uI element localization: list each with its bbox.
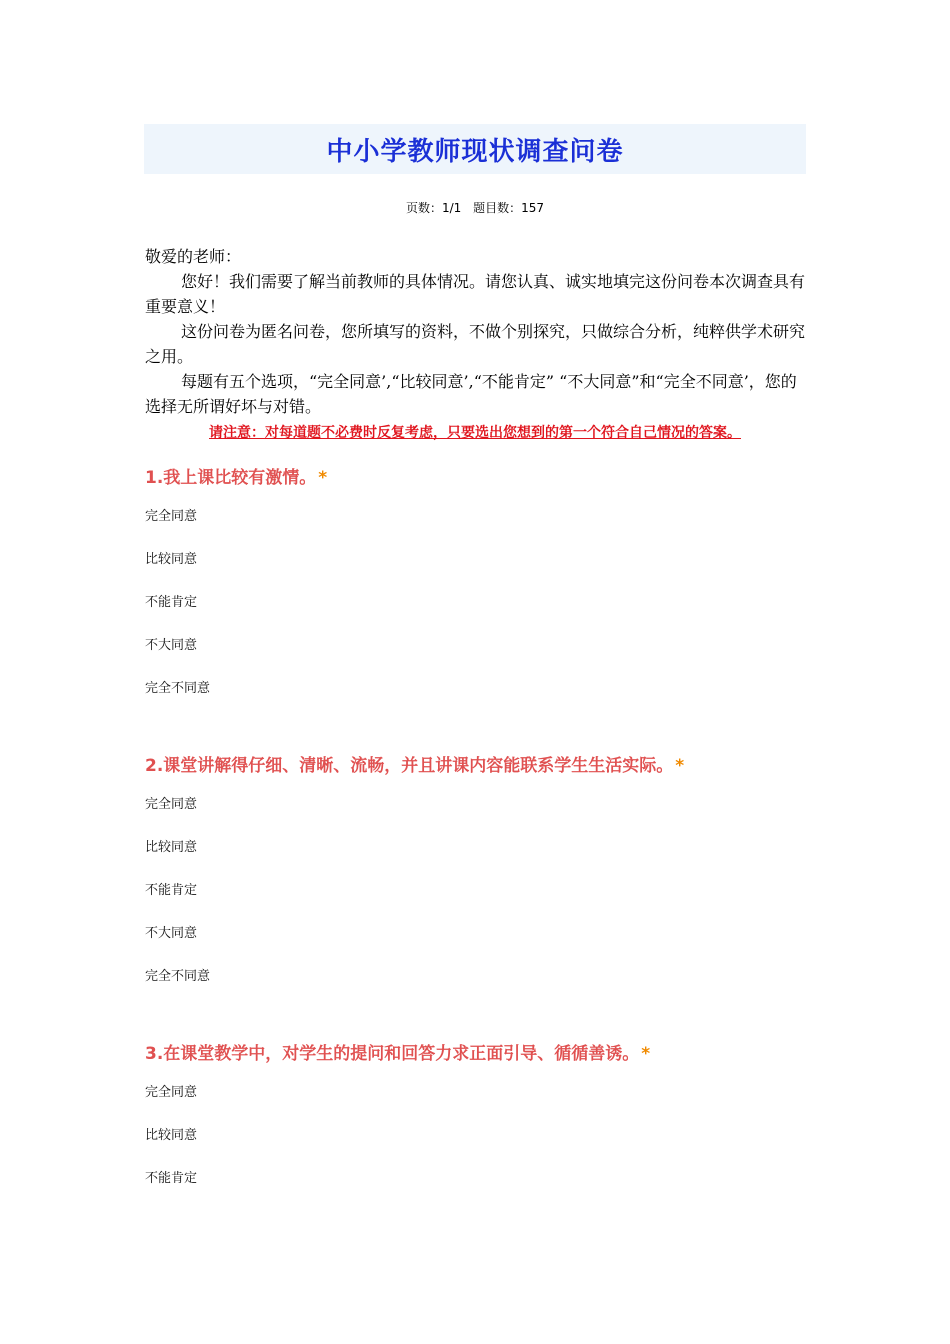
question-text: 3.在课堂教学中，对学生的提问和回答力求正面引导、循循善诱。 <box>145 1044 640 1064</box>
page-title: 中小学教师现状调查问卷 <box>326 136 624 167</box>
notice-text: 请注意：对每道题不必费时反复考虑，只要选出您想到的第一个符合自己情况的答案。 <box>209 425 741 441</box>
option-unsure[interactable]: 不能肯定 <box>145 883 198 898</box>
question-text: 2.课堂讲解得仔细、清晰、流畅，并且讲课内容能联系学生生活实际。 <box>145 756 674 776</box>
option-strongly-disagree[interactable]: 完全不同意 <box>145 969 211 984</box>
option-disagree[interactable]: 不大同意 <box>145 926 198 941</box>
option-list <box>145 1085 845 1214</box>
intro-text <box>145 244 809 419</box>
option-list <box>145 797 845 1012</box>
question-3 <box>145 1042 845 1214</box>
option-strongly-agree[interactable]: 完全同意 <box>145 509 198 524</box>
question-1 <box>145 466 845 724</box>
question-title <box>145 1042 845 1066</box>
required-mark: * <box>641 1044 651 1064</box>
title-banner <box>144 124 806 174</box>
question-title <box>145 466 845 490</box>
option-agree[interactable]: 比较同意 <box>145 840 198 855</box>
option-agree[interactable]: 比较同意 <box>145 552 198 567</box>
intro-paragraph-1: 您好！我们需要了解当前教师的具体情况。请您认真、诚实地填完这份问卷本次调查具有重要意义！ <box>145 272 806 316</box>
option-unsure[interactable]: 不能肯定 <box>145 1171 198 1186</box>
question-2 <box>145 754 845 1012</box>
option-disagree[interactable]: 不大同意 <box>145 638 198 653</box>
intro-greeting: 敬爱的老师： <box>145 247 242 266</box>
required-mark: * <box>318 468 328 488</box>
intro-paragraph-3: 每题有五个选项，“完全同意’,“比较同意’,“不能肯定” “不大同意”和“完全不同意’，您的选择无所谓好坏与对错。 <box>145 372 797 416</box>
intro-paragraph-2: 这份问卷为匿名问卷，您所填写的资料，不做个别探究，只做综合分析，纯粹供学术研究之用。 <box>145 322 806 366</box>
option-strongly-agree[interactable]: 完全同意 <box>145 797 198 812</box>
option-strongly-agree[interactable]: 完全同意 <box>145 1085 198 1100</box>
question-title <box>145 754 845 778</box>
question-count: 题目数：157 <box>473 201 545 215</box>
question-text: 1.我上课比较有激情。 <box>145 468 317 488</box>
option-agree[interactable]: 比较同意 <box>145 1128 198 1143</box>
required-mark: * <box>675 756 685 776</box>
option-unsure[interactable]: 不能肯定 <box>145 595 198 610</box>
survey-meta <box>0 199 950 216</box>
page-count: 页数：1/1 <box>405 201 462 215</box>
option-list <box>145 509 845 724</box>
option-strongly-disagree[interactable]: 完全不同意 <box>145 681 211 696</box>
